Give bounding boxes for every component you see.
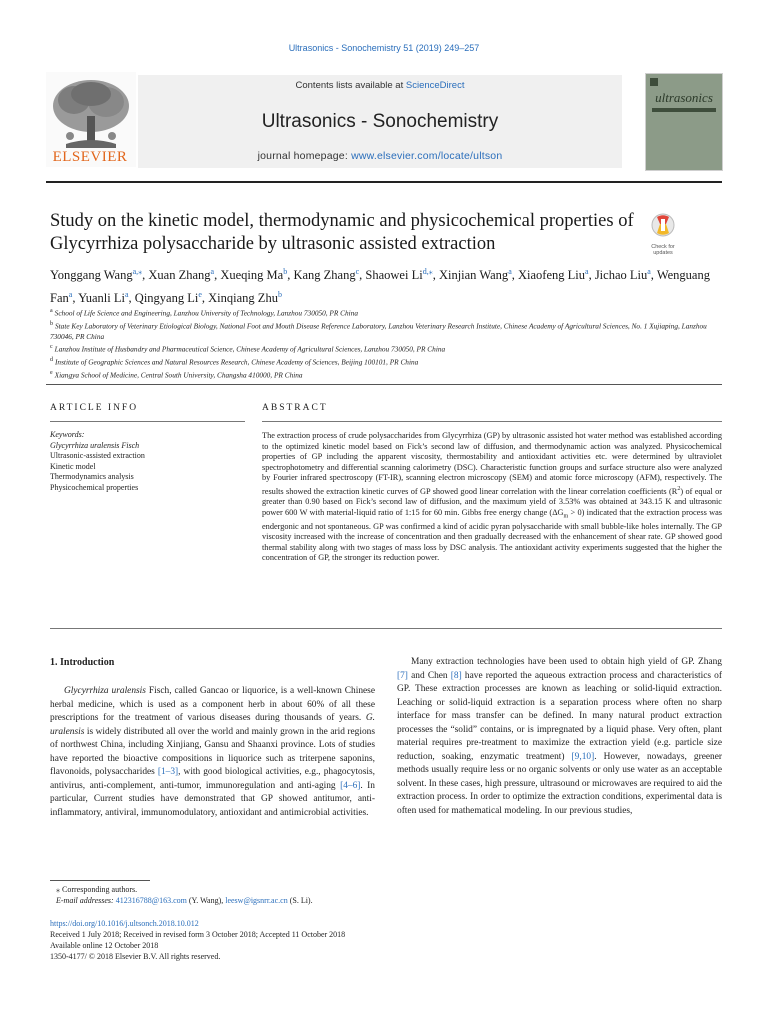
email-link-wang[interactable]: 412316788@163.com <box>115 896 187 905</box>
author-affiliation-sup[interactable]: a <box>210 267 215 276</box>
cover-title: ultrasonics <box>655 90 713 105</box>
author-name[interactable]: Yuanli Li <box>78 291 125 306</box>
affiliation-text: State Key Laboratory of Veterinary Etiological Biology, National Foot and Mouth Disease Reference Laboratory, Lanzhou Veterinary Research Institute, Chinese Academy of Agricultural Sciences, No. 1 Xujiaping, Lanzhou 730046, PR China <box>50 321 707 341</box>
affiliation <box>50 319 710 342</box>
author-name[interactable]: Shaowei Li <box>365 268 423 283</box>
paper-title: Study on the kinetic model, thermodynamic and physicochemical properties of Glycyrrhiza polysaccharide by ultrasonic assisted extraction <box>50 211 634 254</box>
abstract-text <box>262 431 722 564</box>
author-list <box>50 262 710 308</box>
author-separator: , <box>142 268 149 283</box>
journal-cover-thumbnail[interactable] <box>645 73 723 171</box>
author-separator: , <box>72 291 79 306</box>
intro-text: is widely distributed all over the world and mainly grown in the arid regions of northwest China, including Xinjiang, Gansu and Shaanxi province. Lots of studies have reported the bioactive compositions in liquorice such as triterpene saponins, flavonoids, polysaccharides <box>50 726 375 777</box>
author-affiliation-sup[interactable]: a,⁎ <box>132 267 143 276</box>
author-name[interactable]: Wenguang Fan <box>50 268 710 306</box>
citation-link[interactable]: [1–3] <box>157 767 179 777</box>
intro-text: . However, nowadays, greener methods usually require less or no organic solvents or only use water as an acceptable solvent. In these cases, high pressure, ultrasound or microwaves are required to aid the extraction process. In order to optimize the extraction conditions, experimental data is often used for mathematical modeling. In our previous studies, <box>397 751 722 816</box>
cover-bar <box>652 108 716 112</box>
author-name[interactable]: Qingyang Li <box>134 291 199 306</box>
author-name[interactable]: Kang Zhang <box>293 268 356 283</box>
author-name[interactable]: Xuan Zhang <box>148 268 211 283</box>
affiliation-text: School of Life Science and Engineering, Lanzhou University of Technology, Lanzhou 730050, PR China <box>54 308 359 318</box>
intro-text: Many extraction technologies have been used to obtain high yield of GP. Zhang <box>411 657 722 667</box>
introduction-left-column <box>50 685 375 820</box>
author-name[interactable]: Yonggang Wang <box>50 268 133 283</box>
footnote-rule <box>50 880 150 881</box>
doi-link[interactable]: https://doi.org/10.1016/j.ultsonch.2018.10.012 <box>50 919 199 928</box>
abstract-sub: m <box>563 513 569 520</box>
affiliation-text: Lanzhou Institute of Husbandry and Pharmaceutical Science, Chinese Academy of Agricultural Sciences, Lanzhou 730050, PR China <box>54 344 446 354</box>
citation-link[interactable]: [8] <box>450 670 462 681</box>
affiliation <box>50 355 710 368</box>
abstract-part: > 0) indicated that the extraction process was endergonic and not spontaneous. GP was confirmed a kind of acidic pyran polysaccharide with small bubble-like holes internally. The GP viscosity increased with the increase of concentration and then gradually decreased with the enhancement of shear rate. GP showed good thermal stability along with two stages of mass loss by DSC analysis. The antioxidant activity experiments suggested that the higher the concentration of GP, the stronger its reduction power. <box>262 507 722 563</box>
keyword: Physicochemical properties <box>50 482 139 492</box>
keywords-block <box>50 430 250 493</box>
available-online: Available online 12 October 2018 <box>50 941 159 950</box>
introduction-heading: 1. Introduction <box>50 657 115 668</box>
header-rule <box>46 181 722 183</box>
author-affiliation-sup[interactable]: b <box>283 267 288 276</box>
abstract-rule <box>262 421 722 422</box>
author-affiliation-sup[interactable]: c <box>355 267 360 276</box>
intro-text: Fisch, called Gancao or liquorice, is a well-known Chinese herbal medicine, which is used as a component herb in about 60% of all these prescriptions for the treatment of various diseases during thousands of years. <box>50 686 375 723</box>
sciencedirect-link[interactable]: ScienceDirect <box>405 80 465 91</box>
email-link-li[interactable]: leesw@igsnrr.ac.cn <box>225 896 288 905</box>
author-name[interactable]: Xiaofeng Liu <box>518 268 585 283</box>
author-name[interactable]: Xueqing Ma <box>220 268 284 283</box>
copyright: 1350-4177/ © 2018 Elsevier B.V. All rights reserved. <box>50 952 221 961</box>
affiliation-label: b <box>50 320 53 327</box>
corresponding-note: ⁎ Corresponding authors. <box>56 885 138 894</box>
article-info-heading: ARTICLE INFO <box>50 403 139 413</box>
author-separator: , <box>287 268 294 283</box>
keyword: Kinetic model <box>50 461 96 471</box>
contents-prefix: Contents lists available at <box>295 80 406 91</box>
affiliation-label: a <box>50 308 53 314</box>
email-line <box>56 895 556 906</box>
homepage-link[interactable]: www.elsevier.com/locate/ultson <box>351 150 503 162</box>
author-affiliation-sup[interactable]: d,⁎ <box>422 267 433 276</box>
author-separator: , <box>214 268 221 283</box>
affiliation <box>50 306 710 319</box>
received-dates: Received 1 July 2018; Received in revised form 3 October 2018; Accepted 11 October 2018 <box>50 930 346 939</box>
article-info-rule <box>50 421 245 422</box>
author-affiliation-sup[interactable]: a <box>585 267 589 276</box>
author-name[interactable]: Jichao Liu <box>594 268 648 283</box>
author-separator: , <box>432 268 439 283</box>
journal-title: Ultrasonics - Sonochemistry <box>261 111 499 132</box>
affiliation-label: e <box>50 370 53 377</box>
author-affiliation-sup[interactable]: a <box>508 267 512 276</box>
contents-line <box>138 80 622 91</box>
affiliation-label: c <box>50 344 53 351</box>
keyword: Thermodynamics analysis <box>50 472 134 481</box>
affiliation <box>50 368 710 381</box>
affiliation-text: Institute of Geographic Sciences and Natural Resources Research, Chinese Academy of Sciences, Beijing 100101, PR China <box>55 357 419 367</box>
abstract-part: The extraction process of crude polysaccharides from Glycyrrhiza (GP) by ultrasonic assisted hot water method was established according to the optimized kinetic model based on Fick’s second law of diffusion, and thermodynamic action was analyzed. Physicochemical properties of GP including the apparent viscosity, thermostability and antioxidant activities etc. were determined by ultraviolet spectrophotometry and differential scanning calorimetry (DSC). Characteristic function groups and surface structure also were analyzed by Fourier infrared spectroscopy (FT-IR), scanning electron microscopy (SEM) and atomic force microscopy (AFM), respectively. The results showed the extraction kinetic curves of GP showed good linear correlation with the linear correlation coefficients (R <box>262 431 722 496</box>
abstract-sup: 2 <box>677 485 681 492</box>
author-name[interactable]: Xinqiang Zhu <box>208 291 278 306</box>
keywords-label: Keywords: <box>50 430 85 439</box>
cover-mark <box>650 78 658 86</box>
intro-text: , with good biological activities, e.g., phagocytosis, antivirus, anti-complement, anti-tumor, immunoregulation and anti-aging <box>50 767 375 791</box>
email-owner: (S. Li). <box>287 896 313 905</box>
species-name: G. uralensis <box>50 713 375 737</box>
crossmark-label: Check for updates <box>651 244 675 256</box>
crossmark-icon <box>646 212 680 238</box>
citation-link[interactable]: [9,10] <box>571 751 595 762</box>
author-affiliation-sup[interactable]: e <box>198 290 202 300</box>
keyword: Ultrasonic-assisted extraction <box>50 451 145 460</box>
elsevier-wordmark: ELSEVIER <box>52 149 128 165</box>
intro-text: and Chen <box>407 670 451 681</box>
keyword: Glycyrrhiza uralensis Fisch <box>50 440 140 450</box>
abstract-heading: ABSTRACT <box>262 403 328 413</box>
intro-text: have reported the aqueous extraction process and characteristics of GP. These extraction processes are known as leaching or solid-liquid extraction. Leaching or solid-liquid extraction is a separation process where often no sharp interface for mass transfer can be defined. In many natural product extraction processes the “solid” contains, or is impregnated by a liquid phase. Very often, plant material requires pre-treatment to maximize the extraction yield (e.g. particle size reduction, soaking, enzymatic treatment) <box>397 670 722 762</box>
abstract-part: ) of equal or greater than 0.90 based on Fick’s second law of diffusion, and the maximum yield of 3.53% was obtained at 343.15 K and ultrasonic power 600 W with material-liquid ratio of 1:15 for 60 min. Gibbs free energy change (ΔG <box>262 486 723 517</box>
section-rule <box>46 384 722 385</box>
email-label: E-mail addresses: <box>56 896 116 905</box>
author-affiliation-sup[interactable]: b <box>277 290 282 300</box>
intro-text: . In particular, Current studies have demonstrated that GP showed antitumor, anti-inflammatory, antiviral, immunomodulatory, antioxidant and antimicrobial activities. <box>50 780 375 818</box>
author-separator: , <box>201 291 209 306</box>
affiliation <box>50 342 710 355</box>
journal-reference[interactable]: Ultrasonics - Sonochemistry 51 (2019) 249–257 <box>288 43 480 53</box>
check-for-updates-badge[interactable] <box>646 212 680 256</box>
author-separator: , <box>650 268 657 283</box>
publication-info <box>50 918 650 962</box>
author-affiliation-sup[interactable]: a <box>647 267 651 276</box>
author-affiliation-sup[interactable]: a <box>68 290 73 300</box>
affiliation-text: Xiangya School of Medicine, Central South University, Changsha 410000, PR China <box>54 370 303 380</box>
author-name[interactable]: Xinjian Wang <box>438 268 509 283</box>
introduction-right-column <box>397 656 722 818</box>
author-separator: , <box>511 268 518 283</box>
homepage-line <box>138 150 622 162</box>
footnotes <box>56 884 556 906</box>
affiliation-list <box>50 306 710 381</box>
homepage-prefix: journal homepage: <box>257 150 352 162</box>
body-rule <box>50 628 722 629</box>
citation-link[interactable]: [4–6] <box>340 780 361 791</box>
citation-link[interactable]: [7] <box>397 670 408 681</box>
email-owner: (Y. Wang), <box>186 896 226 905</box>
author-separator: , <box>359 268 366 283</box>
author-separator: , <box>588 268 595 283</box>
author-separator: , <box>128 291 135 306</box>
author-affiliation-sup[interactable]: a <box>124 290 129 300</box>
affiliation-label: d <box>50 357 53 364</box>
species-name: Glycyrrhiza uralensis <box>64 686 146 696</box>
